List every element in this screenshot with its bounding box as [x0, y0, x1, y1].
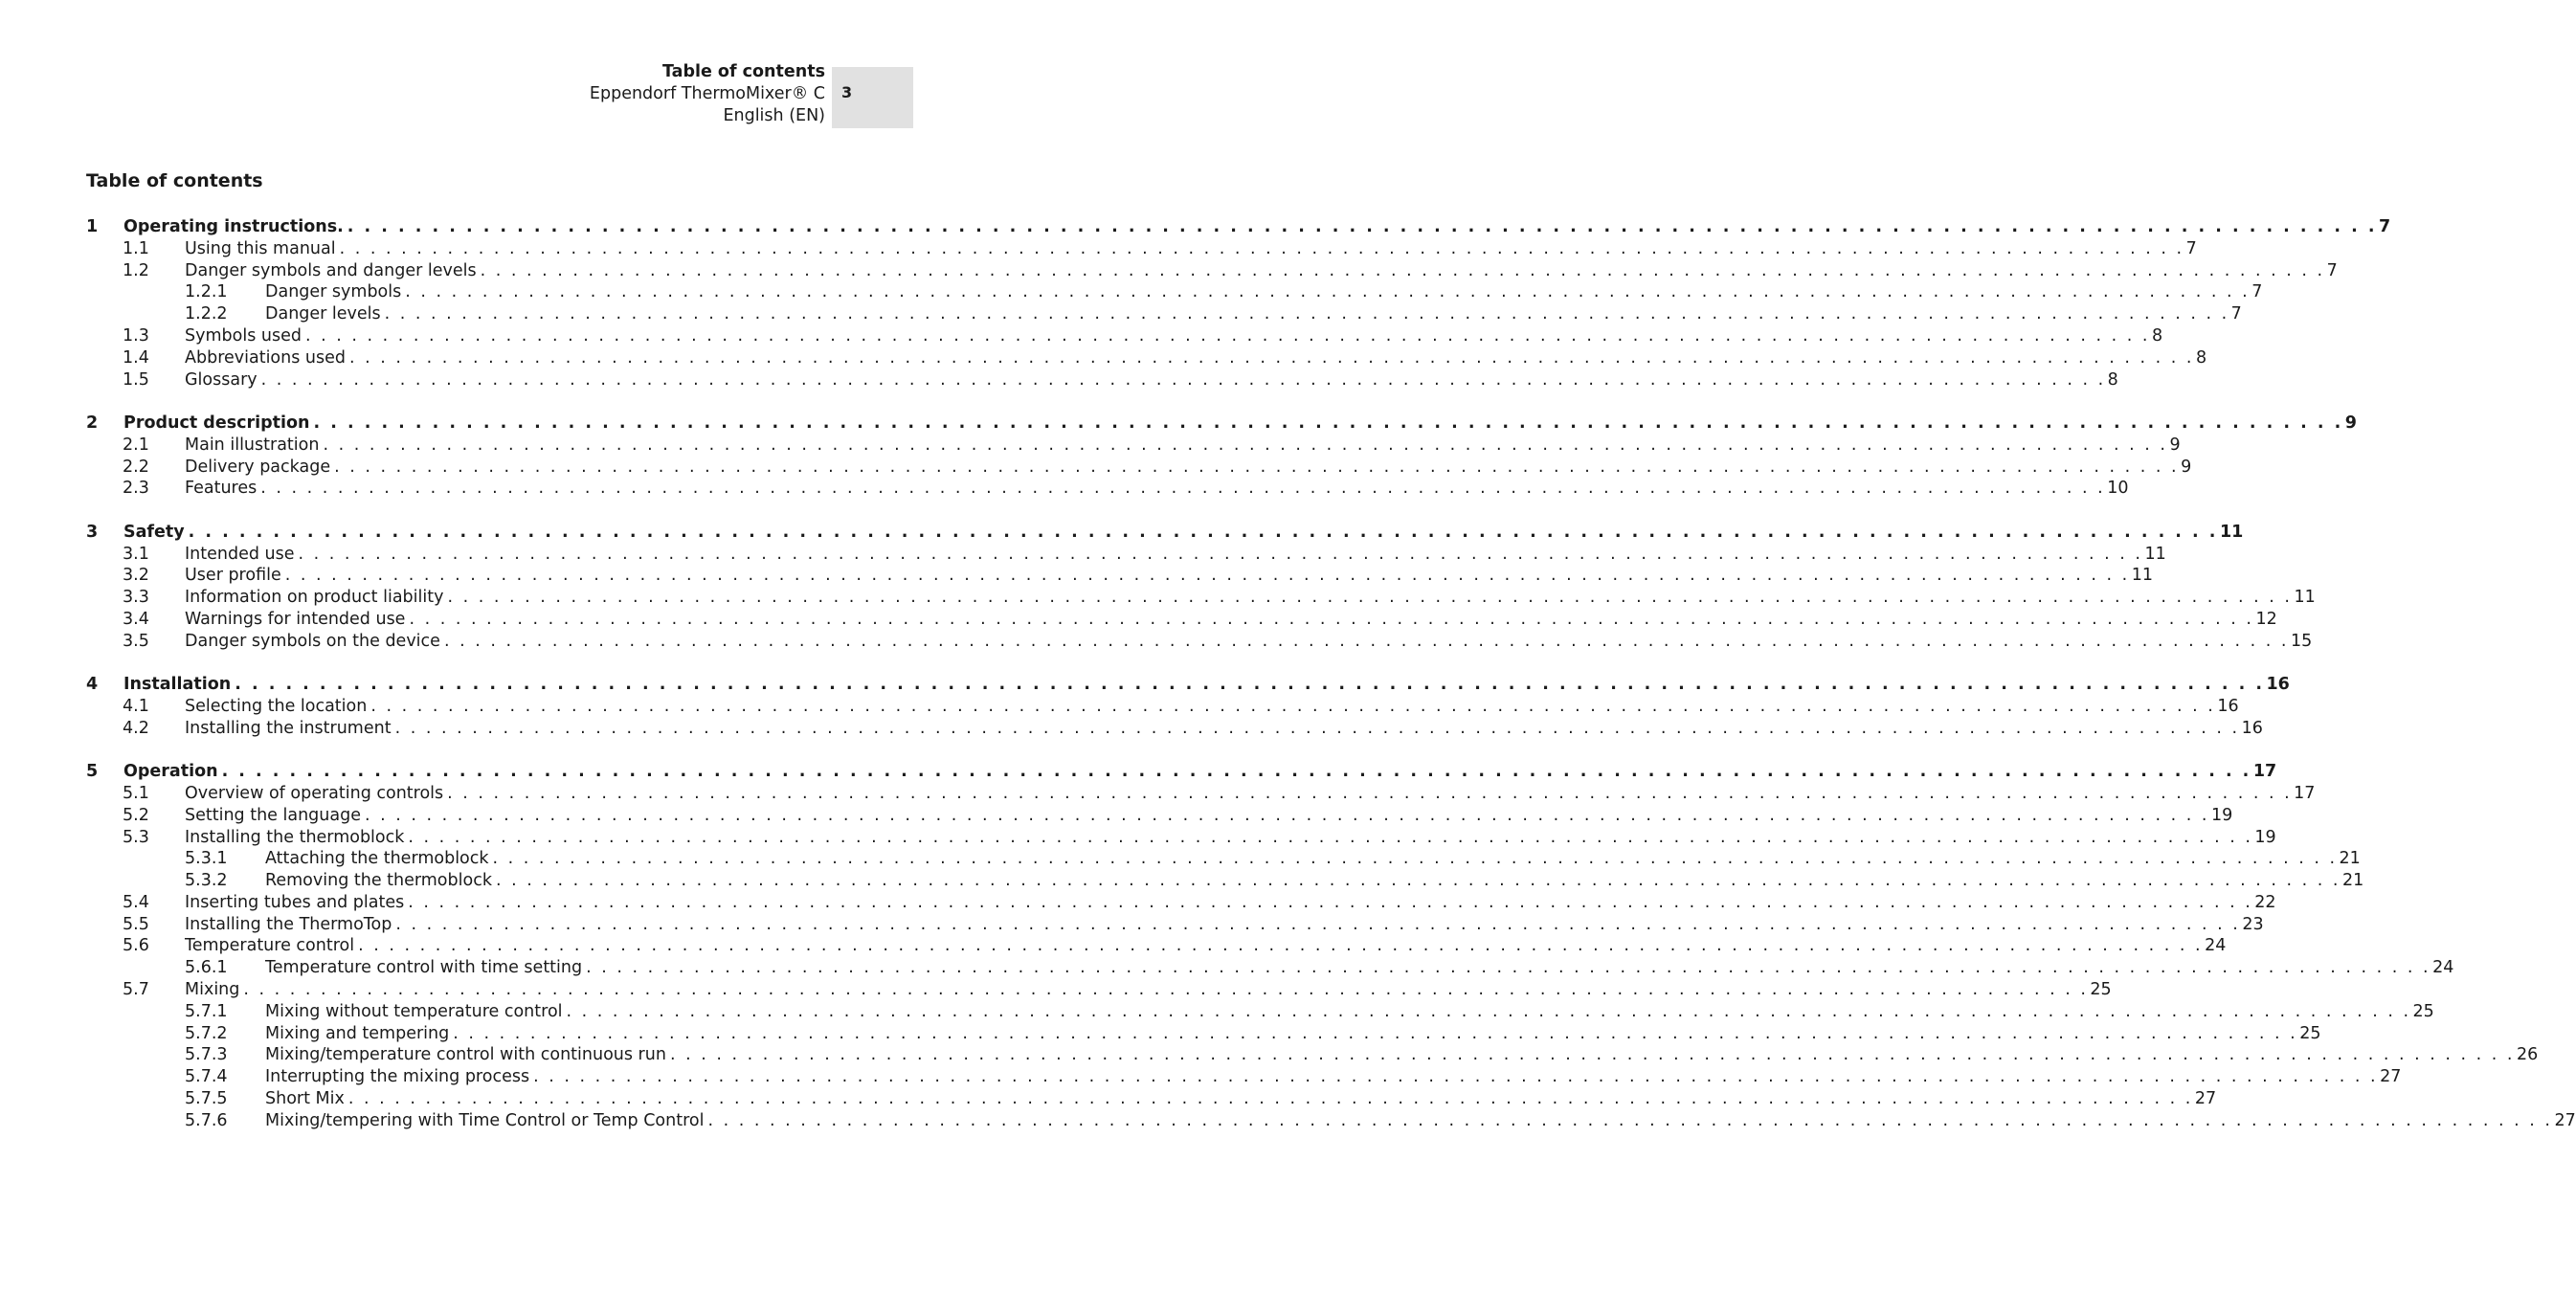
toc-entry-label: Warnings for intended use — [185, 609, 406, 629]
toc-entry-label: Removing the thermoblock — [265, 871, 492, 891]
toc-entry[interactable] — [86, 435, 2181, 457]
toc-entry-page: 9 — [2344, 413, 2357, 433]
toc-entry[interactable] — [86, 609, 2277, 631]
toc-entry-label: Main illustration — [185, 435, 320, 455]
toc-dot-leader: . . . . . . . . . . . . . . . . . . . . . . . . . . . . . . . . . . . . . . . . . . . . . . . . . . . . . . . . . . . . . . . . . . . . . . . . . . . . . . . . . . . . . . . . . . . . . . . . . . . . . . . . . . . . . . . . . . . . . . . . — [408, 892, 2253, 912]
toc-entry-number: 5.5 — [123, 914, 149, 934]
toc-entry-number: 1.5 — [123, 369, 149, 390]
toc-entry[interactable] — [86, 805, 2233, 827]
toc-dot-leader: . . . . . . . . . . . . . . . . . . . . . . . . . . . . . . . . . . . . . . . . . . . . . . . . . . . . . . . . . . . . . . . . . . . . . . . . . . . . . . . . . . . . . . . . . . . . . . . . . . . . . . . . . . . . . . . . . . . . . . . . — [480, 260, 2325, 280]
toc-dot-leader: . . . . . . . . . . . . . . . . . . . . . . . . . . . . . . . . . . . . . . . . . . . . . . . . . . . . . . . . . . . . . . . . . . . . . . . . . . . . . . . . . . . . . . . . . . . . . . . . . . . . . . . . . . . . . . . . . . . . . . . . — [284, 566, 2130, 586]
toc-entry-label: Mixing and tempering — [265, 1023, 450, 1043]
toc-entry-label: Operating instructions. — [123, 217, 344, 236]
toc-dot-leader: . . . . . . . . . . . . . . . . . . . . . . . . . . . . . . . . . . . . . . . . . . . . . . . . . . . . . . . . . . . . . . . . . . . . . . . . . . . . . . . . . . . . . . . . . . . . . . . . . . . . . . . . . . . . . . . . . . . . . . . . — [235, 675, 2265, 695]
toc-entry-label: Using this manual — [185, 238, 336, 258]
toc-entry-label: Glossary — [185, 369, 258, 390]
toc-entry-page: 11 — [2144, 544, 2166, 564]
toc-entry-label: Installing the ThermoTop — [185, 914, 392, 934]
toc-entry-number: 3.3 — [123, 588, 149, 608]
toc-entry[interactable] — [86, 260, 2338, 282]
toc-entry-page: 17 — [2294, 783, 2316, 803]
toc-entry[interactable] — [86, 238, 2197, 260]
toc-entry-label: Intended use — [185, 544, 295, 564]
toc-entry-page: 25 — [2412, 1001, 2434, 1021]
toc-entry-page: 27 — [2194, 1089, 2217, 1109]
toc-entry-number: 4.1 — [123, 696, 149, 716]
toc-entry[interactable] — [86, 870, 2364, 892]
toc-entry-number: 5.7.6 — [185, 1110, 228, 1130]
toc-dot-leader: . . . . . . . . . . . . . . . . . . . . . . . . . . . . . . . . . . . . . . . . . . . . . . . . . . . . . . . . . . . . . . . . . . . . . . . . . . . . . . . . . . . . . . . . . . . . . . . . . . . . . . . . . . . . . . . . . . . . . . . . — [447, 783, 2293, 803]
toc-entry-page: 10 — [2107, 479, 2129, 499]
toc-entry-label: Symbols used — [185, 325, 302, 346]
toc-entry-page: 15 — [2290, 631, 2313, 651]
toc-entry-label: Installing the instrument — [185, 718, 392, 738]
toc-dot-leader: . . . . . . . . . . . . . . . . . . . . . . . . . . . . . . . . . . . . . . . . . . . . . . . . . . . . . . . . . . . . . . . . . . . . . . . . . . . . . . . . . . . . . . . . . . . . . . . . . . . . . . . . . . . . . . . . . . . . . . . . — [492, 849, 2338, 869]
toc-dot-leader: . . . . . . . . . . . . . . . . . . . . . . . . . . . . . . . . . . . . . . . . . . . . . . . . . . . . . . . . . . . . . . . . . . . . . . . . . . . . . . . . . . . . . . . . . . . . . . . . . . . . . . . . . . . . . . . . . . . . . . . . — [495, 871, 2341, 891]
toc-entry-label: Mixing — [185, 980, 240, 1000]
toc-dot-leader: . . . . . . . . . . . . . . . . . . . . . . . . . . . . . . . . . . . . . . . . . . . . . . . . . . . . . . . . . . . . . . . . . . . . . . . . . . . . . . . . . . . . . . . . . . . . . . . . . . . . . . . . . . . . . . . . . . . . . . . . — [533, 1067, 2379, 1087]
toc-dot-leader: . . . . . . . . . . . . . . . . . . . . . . . . . . . . . . . . . . . . . . . . . . . . . . . . . . . . . . . . . . . . . . . . . . . . . . . . . . . . . . . . . . . . . . . . . . . . . . . . . . . . . . . . . . . . . . . . . . . . . . . . — [447, 588, 2293, 608]
toc-heading: Table of contents — [86, 170, 263, 191]
toc-entry-number: 5.7.5 — [185, 1089, 228, 1109]
toc-entry-number: 5.6 — [123, 936, 149, 956]
table-of-contents — [86, 216, 2576, 1132]
toc-entry-number: 5.7.2 — [185, 1023, 228, 1043]
toc-entry-label: Operation — [123, 762, 218, 782]
toc-entry-page: 27 — [2554, 1110, 2576, 1130]
toc-entry[interactable] — [86, 631, 2313, 653]
toc-entry-label: Danger levels — [265, 304, 381, 324]
toc-entry[interactable] — [86, 1088, 2217, 1110]
header-product: Eppendorf ThermoMixer® C — [589, 84, 825, 103]
toc-dot-leader: . . . . . . . . . . . . . . . . . . . . . . . . . . . . . . . . . . . . . . . . . . . . . . . . . . . . . . . . . . . . . . . . . . . . . . . . . . . . . . . . . . . . . . . . . . . . . . . . . . . . . . . . . . . . . . . . . . . . . . . . — [707, 1110, 2553, 1130]
toc-entry-label: Selecting the location — [185, 696, 368, 716]
toc-entry-number: 4 — [86, 675, 99, 695]
toc-entry-label: Short Mix — [265, 1089, 345, 1109]
toc-entry-label: Abbreviations used — [185, 347, 346, 368]
toc-entry-label: Interrupting the mixing process — [265, 1067, 530, 1087]
toc-entry-page: 7 — [2230, 304, 2242, 324]
toc-entry-label: User profile — [185, 566, 281, 586]
toc-entry-label: Setting the language — [185, 805, 361, 825]
toc-dot-leader: . . . . . . . . . . . . . . . . . . . . . . . . . . . . . . . . . . . . . . . . . . . . . . . . . . . . . . . . . . . . . . . . . . . . . . . . . . . . . . . . . . . . . . . . . . . . . . . . . . . . . . . . . . . . . . . . . . . . . . . . — [586, 958, 2431, 978]
toc-entry[interactable] — [86, 565, 2154, 587]
toc-entry-label: Danger symbols on the device — [185, 631, 440, 651]
toc-entry-page: 8 — [2151, 325, 2163, 346]
toc-entry[interactable] — [86, 325, 2163, 347]
toc-entry-label: Mixing without temperature control — [265, 1001, 563, 1021]
toc-entry-page: 16 — [2241, 718, 2263, 738]
toc-entry[interactable] — [86, 478, 2129, 500]
toc-entry[interactable] — [86, 827, 2276, 849]
toc-entry[interactable] — [86, 935, 2227, 957]
toc-dot-leader: . . . . . . . . . . . . . . . . . . . . . . . . . . . . . . . . . . . . . . . . . . . . . . . . . . . . . . . . . . . . . . . . . . . . . . . . . . . . . . . . . . . . . . . . . . . . . . . . . . . . . . . . . . . . . . . . . . . . . . . . — [394, 718, 2240, 738]
toc-dot-leader: . . . . . . . . . . . . . . . . . . . . . . . . . . . . . . . . . . . . . . . . . . . . . . . . . . . . . . . . . . . . . . . . . . . . . . . . . . . . . . . . . . . . . . . . . . . . . . . . . . . . . . . . . . . . . . . . . . . . . . . . — [364, 805, 2209, 825]
toc-entry[interactable] — [86, 347, 2207, 369]
toc-entry-label: Safety — [123, 522, 185, 542]
toc-dot-leader: . . . . . . . . . . . . . . . . . . . . . . . . . . . . . . . . . . . . . . . . . . . . . . . . . . . . . . . . . . . . . . . . . . . . . . . . . . . . . . . . . . . . . . . . . . . . . . . . . . . . . . . . . . . . . . . . . . . . . . . . — [304, 325, 2150, 346]
toc-entry-page: 19 — [2254, 827, 2276, 847]
toc-entry[interactable] — [86, 957, 2454, 979]
toc-entry[interactable] — [86, 544, 2166, 566]
toc-entry-label: Danger symbols and danger levels — [185, 260, 477, 280]
toc-entry-page: 9 — [2181, 457, 2192, 477]
toc-entry-page: 24 — [2432, 958, 2454, 978]
toc-entry-number: 5.3 — [123, 827, 149, 847]
toc-entry-page: 7 — [2379, 217, 2391, 236]
toc-dot-leader: . . . . . . . . . . . . . . . . . . . . . . . . . . . . . . . . . . . . . . . . . . . . . . . . . . . . . . . . . . . . . . . . . . . . . . . . . . . . . . . . . . . . . . . . . . . . . . . . . . . . . . . . . . . . . . . . . . . . . . . . — [358, 936, 2204, 956]
toc-entry-number: 1.4 — [123, 347, 149, 368]
toc-chapter-entry[interactable] — [86, 674, 2290, 696]
toc-entry-page: 8 — [2196, 347, 2207, 368]
toc-entry-number: 2.1 — [123, 435, 149, 455]
toc-dot-leader: . . . . . . . . . . . . . . . . . . . . . . . . . . . . . . . . . . . . . . . . . . . . . . . . . . . . . . . . . . . . . . . . . . . . . . . . . . . . . . . . . . . . . . . . . . . . . . . . . . . . . . . . . . . . . . . . . . . . . . . . — [384, 304, 2229, 324]
toc-entry-page: 7 — [2251, 282, 2263, 302]
toc-dot-leader: . . . . . . . . . . . . . . . . . . . . . . . . . . . . . . . . . . . . . . . . . . . . . . . . . . . . . . . . . . . . . . . . . . . . . . . . . . . . . . . . . . . . . . . . . . . . . . . . . . . . . . . . . . . . . . . . . . . . . . . . — [395, 914, 2241, 934]
toc-entry-label: Mixing/temperature control with continuous run — [265, 1045, 666, 1065]
toc-dot-leader: . . . . . . . . . . . . . . . . . . . . . . . . . . . . . . . . . . . . . . . . . . . . . . . . . . . . . . . . . . . . . . . . . . . . . . . . . . . . . . . . . . . . . . . . . . . . . . . . . . . . . . . . . . . . . . . . . . . . . . . . — [243, 980, 2089, 1000]
header-language: English (EN) — [723, 106, 825, 125]
toc-entry-number: 5.1 — [123, 783, 149, 803]
toc-dot-leader: . . . . . . . . . . . . . . . . . . . . . . . . . . . . . . . . . . . . . . . . . . . . . . . . . . . . . . . . . . . . . . . . . . . . . . . . . . . . . . . . . . . . . . . . . . . . . . . . . . . . . . . . . . . . . . . . . . . . . . . . — [188, 522, 2218, 542]
toc-entry[interactable] — [86, 1001, 2434, 1023]
header-title: Table of contents — [661, 62, 825, 81]
toc-entry[interactable] — [86, 369, 2118, 391]
toc-entry-page: 21 — [2339, 849, 2361, 869]
toc-dot-leader: . . . . . . . . . . . . . . . . . . . . . . . . . . . . . . . . . . . . . . . . . . . . . . . . . . . . . . . . . . . . . . . . . . . . . . . . . . . . . . . . . . . . . . . . . . . . . . . . . . . . . . . . . . . . . . . . . . . . . . . . — [443, 631, 2289, 651]
toc-entry-page: 25 — [2299, 1023, 2321, 1043]
toc-entry-number: 3.2 — [123, 566, 149, 586]
toc-dot-leader: . . . . . . . . . . . . . . . . . . . . . . . . . . . . . . . . . . . . . . . . . . . . . . . . . . . . . . . . . . . . . . . . . . . . . . . . . . . . . . . . . . . . . . . . . . . . . . . . . . . . . . . . . . . . . . . . . . . . . . . . — [408, 827, 2253, 847]
toc-entry-label: Temperature control with time setting — [265, 958, 583, 978]
toc-entry-number: 1.1 — [123, 238, 149, 258]
toc-entry-label: Delivery package — [185, 457, 331, 477]
toc-entry[interactable] — [86, 1110, 2576, 1132]
toc-dot-leader: . . . . . . . . . . . . . . . . . . . . . . . . . . . . . . . . . . . . . . . . . . . . . . . . . . . . . . . . . . . . . . . . . . . . . . . . . . . . . . . . . . . . . . . . . . . . . . . . . . . . . . . . . . . . . . . . . . . . . . . . — [453, 1023, 2298, 1043]
toc-entry-page: 11 — [2294, 588, 2316, 608]
toc-entry[interactable] — [86, 281, 2263, 303]
toc-entry-label: Overview of operating controls — [185, 783, 444, 803]
toc-dot-leader: . . . . . . . . . . . . . . . . . . . . . . . . . . . . . . . . . . . . . . . . . . . . . . . . . . . . . . . . . . . . . . . . . . . . . . . . . . . . . . . . . . . . . . . . . . . . . . . . . . . . . . . . . . . . . . . . . . . . . . . . — [298, 544, 2143, 564]
toc-entry[interactable] — [86, 718, 2263, 740]
toc-entry-page: 7 — [2326, 260, 2338, 280]
toc-entry[interactable] — [86, 457, 2192, 479]
toc-dot-leader: . . . . . . . . . . . . . . . . . . . . . . . . . . . . . . . . . . . . . . . . . . . . . . . . . . . . . . . . . . . . . . . . . . . . . . . . . . . . . . . . . . . . . . . . . . . . . . . . . . . . . . . . . . . . . . . . . . . . . . . . — [313, 413, 2343, 433]
toc-entry-number: 5.7.1 — [185, 1001, 228, 1021]
toc-entry-label: Mixing/tempering with Time Control or Temp Control — [265, 1110, 705, 1130]
toc-entry-number: 4.2 — [123, 718, 149, 738]
toc-dot-leader: . . . . . . . . . . . . . . . . . . . . . . . . . . . . . . . . . . . . . . . . . . . . . . . . . . . . . . . . . . . . . . . . . . . . . . . . . . . . . . . . . . . . . . . . . . . . . . . . . . . . . . . . . . . . . . . . . . . . . . . . — [334, 457, 2180, 477]
toc-entry-number: 3.4 — [123, 609, 149, 629]
toc-entry-label: Product description — [123, 413, 310, 433]
toc-entry[interactable] — [86, 783, 2316, 805]
running-header — [590, 61, 825, 127]
page-number-tab — [832, 67, 913, 128]
toc-chapter-entry[interactable] — [86, 413, 2357, 435]
toc-entry-page: 21 — [2341, 871, 2364, 891]
toc-entry-label: Installation — [123, 675, 232, 695]
toc-entry-page: 16 — [2217, 696, 2239, 716]
toc-dot-leader: . . . . . . . . . . . . . . . . . . . . . . . . . . . . . . . . . . . . . . . . . . . . . . . . . . . . . . . . . . . . . . . . . . . . . . . . . . . . . . . . . . . . . . . . . . . . . . . . . . . . . . . . . . . . . . . . . . . . . . . . — [405, 282, 2251, 302]
toc-dot-leader: . . . . . . . . . . . . . . . . . . . . . . . . . . . . . . . . . . . . . . . . . . . . . . . . . . . . . . . . . . . . . . . . . . . . . . . . . . . . . . . . . . . . . . . . . . . . . . . . . . . . . . . . . . . . . . . . . . . . . . . . — [260, 369, 2106, 390]
toc-entry-number: 3 — [86, 522, 99, 542]
toc-entry-number: 1 — [86, 217, 99, 236]
toc-dot-leader: . . . . . . . . . . . . . . . . . . . . . . . . . . . . . . . . . . . . . . . . . . . . . . . . . . . . . . . . . . . . . . . . . . . . . . . . . . . . . . . . . . . . . . . . . . . . . . . . . . . . . . . . . . . . . . . . . . . . . . . . — [260, 479, 2106, 499]
toc-dot-leader: . . . . . . . . . . . . . . . . . . . . . . . . . . . . . . . . . . . . . . . . . . . . . . . . . . . . . . . . . . . . . . . . . . . . . . . . . . . . . . . . . . . . . . . . . . . . . . . . . . . . . . . . . . . . . . . . . . . . . . . . — [370, 696, 2216, 716]
toc-chapter-entry[interactable] — [86, 761, 2277, 783]
toc-dot-leader: . . . . . . . . . . . . . . . . . . . . . . . . . . . . . . . . . . . . . . . . . . . . . . . . . . . . . . . . . . . . . . . . . . . . . . . . . . . . . . . . . . . . . . . . . . . . . . . . . . . . . . . . . . . . . . . . . . . . . . . . — [221, 762, 2251, 782]
toc-chapter-entry[interactable] — [86, 522, 2244, 544]
toc-entry-number: 3.1 — [123, 544, 149, 564]
toc-dot-leader: . . . . . . . . . . . . . . . . . . . . . . . . . . . . . . . . . . . . . . . . . . . . . . . . . . . . . . . . . . . . . . . . . . . . . . . . . . . . . . . . . . . . . . . . . . . . . . . . . . . . . . . . . . . . . . . . . . . . . . . . — [349, 347, 2194, 368]
toc-entry[interactable] — [86, 1066, 2402, 1088]
toc-entry[interactable] — [86, 979, 2112, 1001]
toc-entry[interactable] — [86, 696, 2239, 718]
toc-entry-label: Features — [185, 479, 258, 499]
toc-entry-number: 2.2 — [123, 457, 149, 477]
toc-entry-label: Attaching the thermoblock — [265, 849, 489, 869]
toc-entry[interactable] — [86, 1023, 2321, 1045]
toc-entry-page: 22 — [2254, 892, 2276, 912]
toc-entry-label: Danger symbols — [265, 282, 402, 302]
toc-dot-leader: . . . . . . . . . . . . . . . . . . . . . . . . . . . . . . . . . . . . . . . . . . . . . . . . . . . . . . . . . . . . . . . . . . . . . . . . . . . . . . . . . . . . . . . . . . . . . . . . . . . . . . . . . . . . . . . . . . . . . . . . — [409, 609, 2254, 629]
toc-entry-page: 11 — [2219, 522, 2244, 542]
toc-entry-number: 5.2 — [123, 805, 149, 825]
toc-entry-number: 5 — [86, 762, 99, 782]
toc-chapter-entry[interactable] — [86, 216, 2391, 238]
toc-entry-number: 5.7 — [123, 980, 149, 1000]
toc-dot-leader: . . . . . . . . . . . . . . . . . . . . . . . . . . . . . . . . . . . . . . . . . . . . . . . . . . . . . . . . . . . . . . . . . . . . . . . . . . . . . . . . . . . . . . . . . . . . . . . . . . . . . . . . . . . . . . . . . . . . . . . . — [566, 1001, 2411, 1021]
toc-entry-page: 16 — [2266, 675, 2290, 695]
toc-entry-number: 1.2.2 — [185, 304, 228, 324]
toc-entry[interactable] — [86, 303, 2242, 325]
toc-dot-leader: . . . . . . . . . . . . . . . . . . . . . . . . . . . . . . . . . . . . . . . . . . . . . . . . . . . . . . . . . . . . . . . . . . . . . . . . . . . . . . . . . . . . . . . . . . . . . . . . . . . . . . . . . . . . . . . . . . . . . . . . — [669, 1045, 2515, 1065]
toc-entry-page: 25 — [2090, 980, 2112, 1000]
toc-entry-page: 26 — [2516, 1045, 2539, 1065]
toc-entry[interactable] — [86, 587, 2316, 609]
toc-entry-number: 5.6.1 — [185, 958, 228, 978]
toc-entry-number: 2.3 — [123, 479, 149, 499]
toc-entry-number: 2 — [86, 413, 99, 433]
toc-entry-page: 19 — [2210, 805, 2233, 825]
toc-entry-number: 5.7.4 — [185, 1067, 228, 1087]
toc-entry-number: 5.3.2 — [185, 871, 228, 891]
toc-dot-leader: . . . . . . . . . . . . . . . . . . . . . . . . . . . . . . . . . . . . . . . . . . . . . . . . . . . . . . . . . . . . . . . . . . . . . . . . . . . . . . . . . . . . . . . . . . . . . . . . . . . . . . . . . . . . . . . . . . . . . . . . — [347, 1089, 2193, 1109]
toc-entry-page: 23 — [2242, 914, 2264, 934]
toc-entry-page: 27 — [2380, 1067, 2402, 1087]
toc-entry[interactable] — [86, 1044, 2539, 1066]
toc-entry-number: 1.2.1 — [185, 282, 228, 302]
toc-entry-page: 11 — [2131, 566, 2154, 586]
toc-entry-number: 5.7.3 — [185, 1045, 228, 1065]
toc-entry-number: 3.5 — [123, 631, 149, 651]
toc-entry[interactable] — [86, 848, 2361, 870]
toc-entry-page: 9 — [2169, 435, 2181, 455]
toc-entry-number: 1.3 — [123, 325, 149, 346]
toc-entry-label: Information on product liability — [185, 588, 444, 608]
toc-entry-page: 17 — [2252, 762, 2277, 782]
toc-entry-label: Temperature control — [185, 936, 355, 956]
toc-entry[interactable] — [86, 892, 2276, 914]
toc-dot-leader: . . . . . . . . . . . . . . . . . . . . . . . . . . . . . . . . . . . . . . . . . . . . . . . . . . . . . . . . . . . . . . . . . . . . . . . . . . . . . . . . . . . . . . . . . . . . . . . . . . . . . . . . . . . . . . . . . . . . . . . . — [339, 238, 2184, 258]
toc-entry-number: 1.2 — [123, 260, 149, 280]
toc-entry-page: 12 — [2255, 609, 2277, 629]
toc-entry-label: Installing the thermoblock — [185, 827, 405, 847]
toc-dot-leader: . . . . . . . . . . . . . . . . . . . . . . . . . . . . . . . . . . . . . . . . . . . . . . . . . . . . . . . . . . . . . . . . . . . . . . . . . . . . . . . . . . . . . . . . . . . . . . . . . . . . . . . . . . . . . . . . . . . . . . . . — [323, 435, 2168, 455]
toc-entry-number: 5.3.1 — [185, 849, 228, 869]
page-number: 3 — [841, 83, 853, 101]
toc-dot-leader: . . . . . . . . . . . . . . . . . . . . . . . . . . . . . . . . . . . . . . . . . . . . . . . . . . . . . . . . . . . . . . . . . . . . . . . . . . . . . . . . . . . . . . . . . . . . . . . . . . . . . . . . . . . . . . . . . . . . . . . . — [347, 217, 2378, 236]
toc-entry-page: 8 — [2107, 369, 2118, 390]
toc-entry-page: 24 — [2205, 936, 2227, 956]
toc-entry-label: Inserting tubes and plates — [185, 892, 405, 912]
toc-entry-page: 7 — [2185, 238, 2197, 258]
toc-entry-number: 5.4 — [123, 892, 149, 912]
toc-entry[interactable] — [86, 914, 2264, 936]
